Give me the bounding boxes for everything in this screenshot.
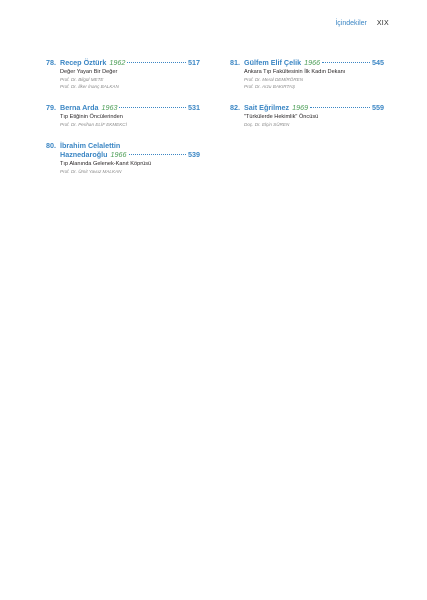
toc-entry bbox=[46, 141, 200, 175]
entry-name-line bbox=[60, 141, 200, 150]
toc-column-left bbox=[46, 58, 200, 188]
dot-leader bbox=[119, 107, 186, 108]
entry-details bbox=[230, 68, 384, 90]
dot-leader bbox=[322, 62, 370, 63]
entry-name-line bbox=[244, 103, 384, 112]
birth-year: 1962 bbox=[109, 58, 126, 67]
entry-number: 81. bbox=[230, 58, 240, 67]
entry-number: 79. bbox=[46, 103, 56, 112]
author-name: Prof. Dr. Perihan ELİF EKMEKCİ bbox=[60, 122, 127, 127]
person-name: Berna Arda bbox=[60, 103, 99, 112]
dot-leader bbox=[129, 154, 186, 155]
entry-name-line bbox=[60, 103, 200, 112]
page-reference: 517 bbox=[188, 58, 200, 67]
entry-number: 80. bbox=[46, 141, 56, 150]
birth-year: 1966 bbox=[304, 58, 321, 67]
dot-leader bbox=[310, 107, 370, 108]
entry-name-line bbox=[60, 58, 200, 67]
page-reference: 545 bbox=[372, 58, 384, 67]
chapter-title: "Türkülerde Hekimlik" Öncüsü bbox=[244, 114, 319, 120]
entry-heading-text bbox=[244, 58, 384, 67]
running-header bbox=[335, 20, 389, 27]
entry-details bbox=[46, 68, 200, 90]
entry-details bbox=[46, 160, 200, 175]
entry-heading bbox=[46, 103, 200, 112]
chapter-title: Değer Yayan Bir Değer bbox=[60, 69, 118, 75]
person-name: Sait Eğrilmez bbox=[244, 103, 290, 112]
entry-heading bbox=[46, 141, 200, 159]
toc-entry bbox=[230, 103, 384, 128]
chapter-title: Ankara Tıp Fakültesinin İlk Kadın Dekanı bbox=[244, 69, 346, 75]
author-name: Doç. Dr. Elçin SÜREN bbox=[244, 122, 290, 127]
entry-heading-text bbox=[60, 58, 200, 67]
entry-number: 78. bbox=[46, 58, 56, 67]
toc-entry bbox=[230, 58, 384, 90]
birth-year: 1966 bbox=[110, 150, 127, 159]
entry-heading-text bbox=[244, 103, 384, 112]
entry-heading bbox=[46, 58, 200, 67]
chapter-title: Tıp Etiğinin Öncülerinden bbox=[60, 114, 123, 120]
entry-heading bbox=[230, 103, 384, 112]
dot-leader bbox=[127, 62, 186, 63]
author-name: Prof. Dr. İlker İnanç BALKAN bbox=[60, 84, 119, 89]
author-name: Prof. Dr. Arzu BAKIRTAŞ bbox=[244, 84, 296, 89]
birth-year: 1969 bbox=[292, 103, 309, 112]
author-name: Prof. Dr. Ümit Yavuz MALKAN bbox=[60, 169, 122, 174]
entry-heading-text bbox=[60, 141, 200, 159]
author-name: Prof. Dr. Meral DEMİRÖREN bbox=[244, 77, 304, 82]
entry-heading-text bbox=[60, 103, 200, 112]
chapter-title: Tıp Alanında Gelenek-Kanıt Köprüsü bbox=[60, 161, 152, 167]
entry-details bbox=[46, 113, 200, 128]
section-title: İçindekiler bbox=[335, 20, 367, 27]
page-number: XIX bbox=[376, 20, 389, 27]
person-name: Haznedaroğlu bbox=[60, 150, 108, 159]
toc-entry bbox=[46, 103, 200, 128]
person-name: İbrahim Celalettin bbox=[60, 141, 121, 150]
birth-year: 1963 bbox=[101, 103, 118, 112]
entry-name-line bbox=[244, 58, 384, 67]
person-name: Gülfem Elif Çelik bbox=[244, 58, 302, 67]
toc-entry bbox=[46, 58, 200, 90]
page-reference: 559 bbox=[372, 103, 384, 112]
page-reference: 531 bbox=[188, 103, 200, 112]
author-name: Prof. Dr. Bilgül METE bbox=[60, 77, 104, 82]
entry-name-line bbox=[60, 150, 200, 159]
entry-heading bbox=[230, 58, 384, 67]
page-reference: 539 bbox=[188, 150, 200, 159]
entry-details bbox=[230, 113, 384, 128]
entry-number: 82. bbox=[230, 103, 240, 112]
person-name: Recep Öztürk bbox=[60, 58, 107, 67]
toc-column-right bbox=[230, 58, 384, 141]
